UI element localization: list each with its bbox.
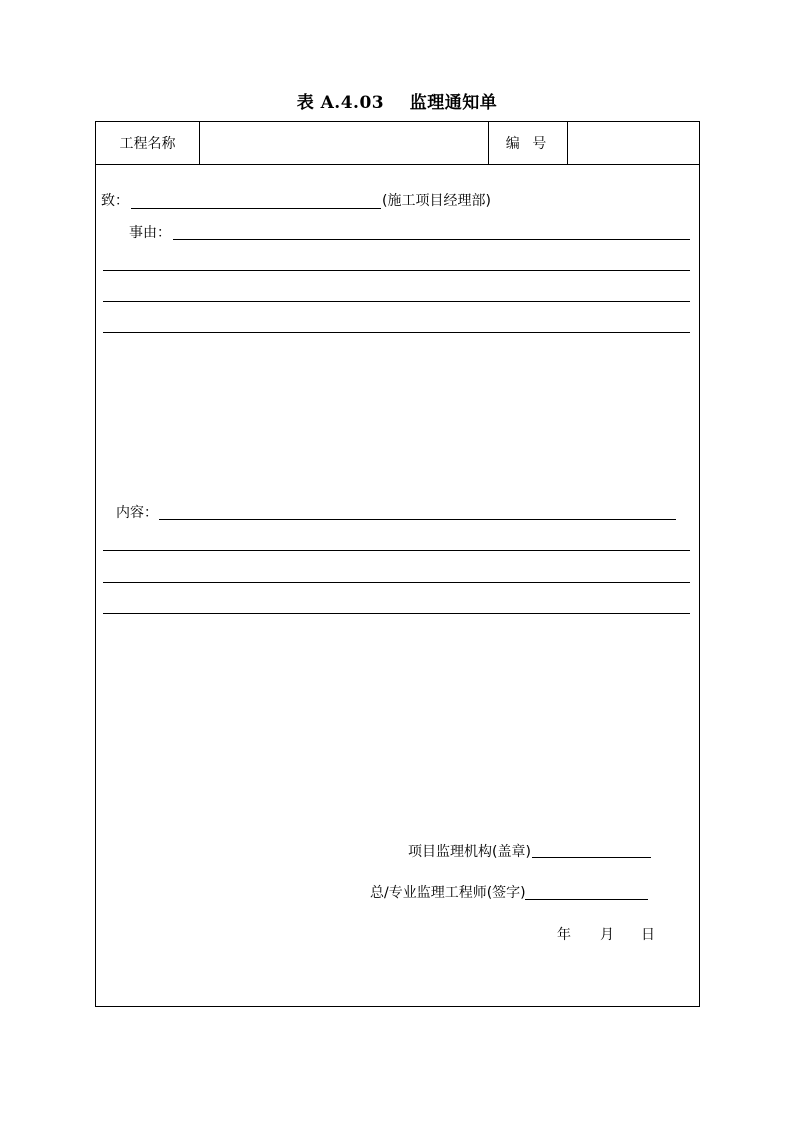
engineer-signature-label: 总/专业监理工程师(签字)	[370, 885, 526, 901]
project-name-field[interactable]	[200, 122, 489, 164]
form-title: 表 A.4.03 监理通知单	[296, 93, 498, 113]
content-line-4[interactable]	[103, 613, 690, 614]
content-label: 内容：	[116, 505, 158, 521]
reason-line-2[interactable]	[103, 270, 690, 271]
form-header-row	[96, 122, 699, 165]
engineer-signature-line[interactable]	[525, 899, 648, 900]
to-label: 致：	[101, 193, 129, 209]
reason-line-4[interactable]	[103, 332, 690, 333]
content-line-3[interactable]	[103, 582, 690, 583]
content-line-1[interactable]	[159, 519, 676, 520]
number-label: 编 号	[489, 122, 568, 164]
reason-label: 事由：	[129, 225, 171, 241]
reason-line-3[interactable]	[103, 301, 690, 302]
date-year: 年	[557, 927, 571, 943]
supervision-org-label: 项目监理机构(盖章)	[408, 844, 531, 860]
supervision-org-seal-line[interactable]	[532, 857, 651, 858]
project-name-label: 工程名称	[96, 122, 200, 164]
reason-line-1[interactable]	[173, 239, 690, 240]
number-field[interactable]	[568, 122, 699, 164]
date-month: 月	[600, 927, 614, 943]
notice-form	[95, 121, 700, 1007]
content-line-2[interactable]	[103, 550, 690, 551]
to-recipient-line[interactable]	[131, 208, 381, 209]
date-day: 日	[641, 927, 655, 943]
to-suffix: (施工项目经理部)	[382, 193, 491, 209]
